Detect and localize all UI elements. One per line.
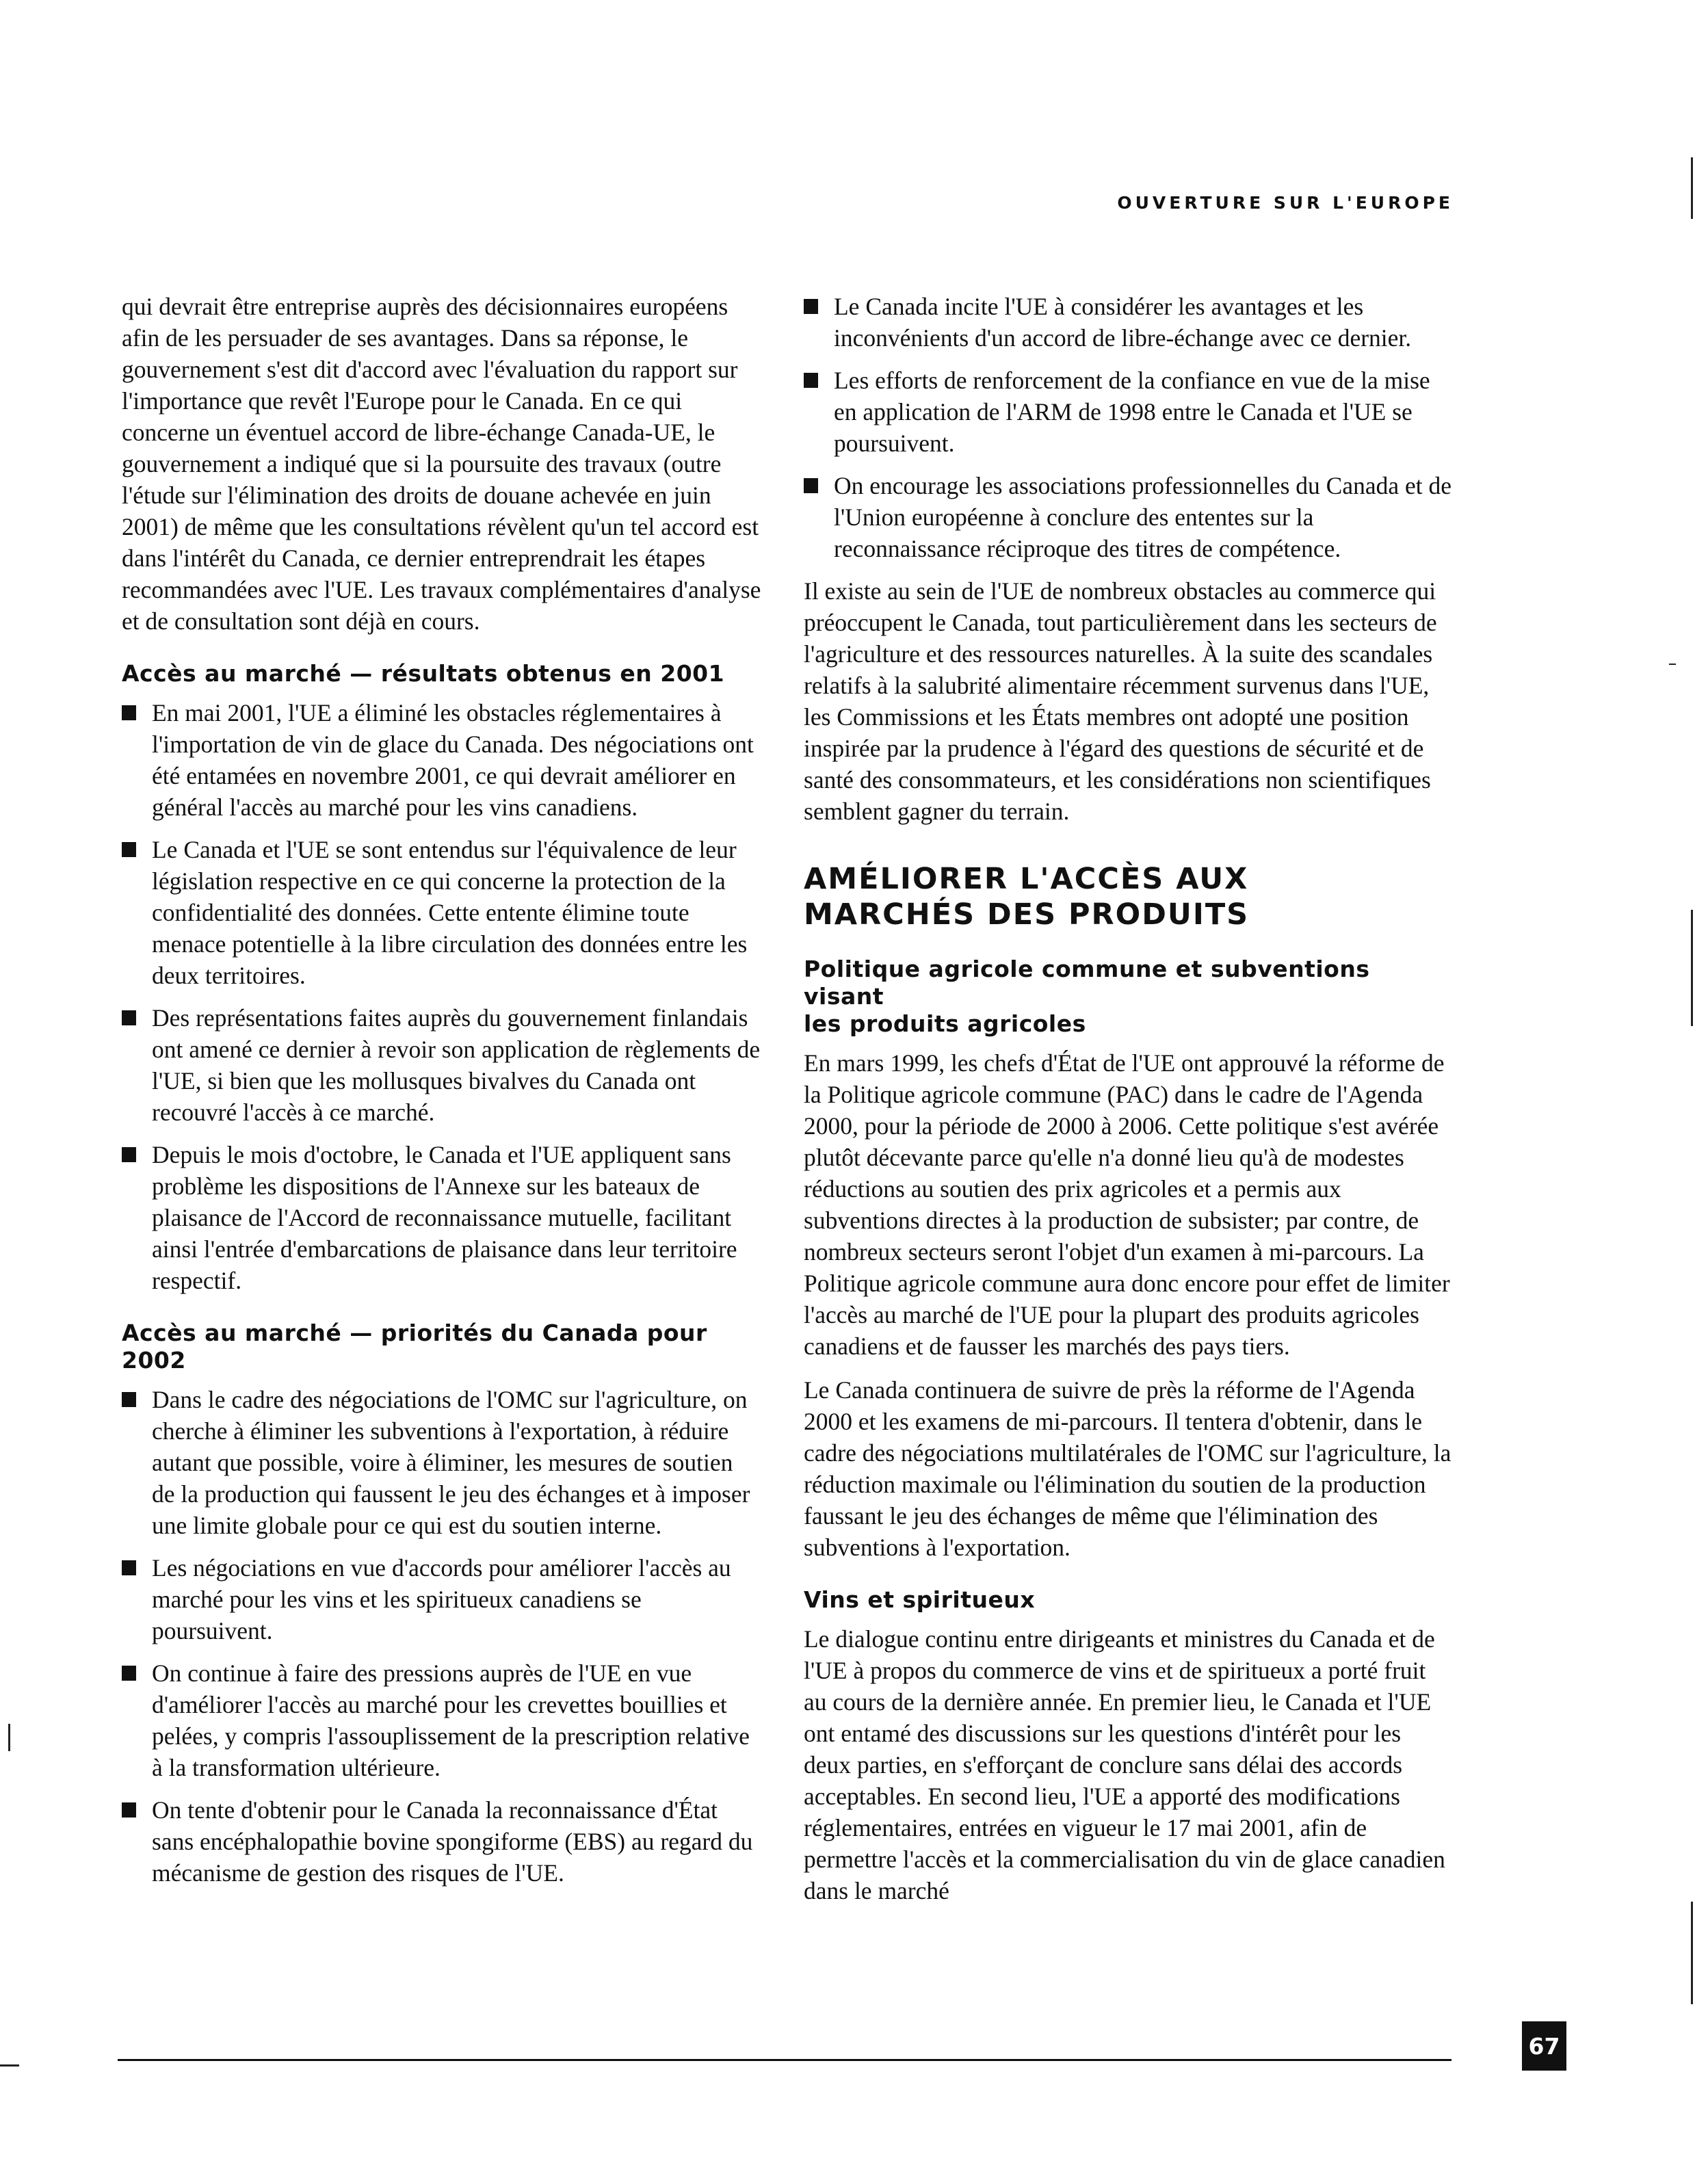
list-item-text: Les efforts de renforcement de la confiance en vue de la mise en application de l'ARM de 1998 entre le Canada et l'UE se poursuivent. <box>834 367 1430 457</box>
running-header: OUVERTURE SUR L'EUROPE <box>1117 193 1454 213</box>
section-title-line-2: MARCHÉS DES PRODUITS <box>804 897 1250 932</box>
square-bullet-icon <box>804 373 818 388</box>
scan-edge-mark <box>1669 664 1676 665</box>
priorities-2002-list <box>122 1384 761 1889</box>
list-item-text: Des représentations faites auprès du gouvernement finlandais ont amené ce dernier à revoir son application de règlements de l'UE, si bien que les mollusques bivalves du Canada ont recouvré l'accès à ce marché. <box>152 1004 761 1126</box>
square-bullet-icon <box>804 478 818 493</box>
footer-rule <box>118 2059 1451 2061</box>
list-item-text: Le Canada et l'UE se sont entendus sur l'équivalence de leur législation respective en ce qui concerne la protection de la confidentialité des données. Cette entente élimine toute menace potentielle à la libre circulation des données entre les deux territoires. <box>152 836 748 989</box>
list-item-text: On tente d'obtenir pour le Canada la reconnaissance d'État sans encéphalopathie bovine spongiforme (EBS) au regard du mécanisme de gestion des risques de l'UE. <box>152 1796 753 1887</box>
heading-cap-line-2: les produits agricoles <box>804 1010 1086 1037</box>
square-bullet-icon <box>122 1392 136 1407</box>
results-2001-list <box>122 697 761 1296</box>
scan-edge-mark <box>1691 157 1693 219</box>
list-item <box>804 365 1454 459</box>
list-item <box>122 1794 761 1889</box>
list-item <box>122 1384 761 1541</box>
square-bullet-icon <box>122 842 136 857</box>
page-number: 67 <box>1522 2021 1566 2071</box>
wines-spirits-paragraph: Le dialogue continu entre dirigeants et ministres du Canada et de l'UE à propos du commerce de vins et de spiritueux a porté fruit au cours de la dernière année. En premier lieu, le Canada et l'UE ont entamé des discussions sur les questions d'intérêt pour les deux parties, en s'efforçant de conclure sans délai des accords acceptables. En second lieu, l'UE a apporté des modifications réglementaires, entrées en vigueur le 17 mai 2001, afin de permettre l'accès et la commercialisation du vin de glace canadien dans le marché <box>804 1625 1445 1904</box>
heading-market-access-priorities-2002: Accès au marché — priorités du Canada pour 2002 <box>122 1320 707 1374</box>
scan-edge-mark <box>0 2064 19 2066</box>
scan-edge-mark <box>1691 1902 1693 2004</box>
list-item <box>122 1139 761 1296</box>
square-bullet-icon <box>122 1560 136 1575</box>
intro-paragraph: qui devrait être entreprise auprès des décisionnaires européens afin de les persuader de ses avantages. Dans sa réponse, le gouvernement s'est dit d'accord avec l'évaluation du rapport sur l'importance que revêt l'Europe pour le Canada. En ce qui concerne un éventuel accord de libre-échange Canada-UE, le gouvernement a indiqué que si la poursuite des travaux (outre l'étude sur l'élimination des droits de douane achevée en juin 2001) de même que les consultations révèlent qu'un tel accord est dans l'intérêt du Canada, ce dernier entreprendrait les étapes recommandées avec l'UE. Les travaux complémentaires d'analyse et de consultation sont déjà en cours. <box>122 293 761 635</box>
list-item-text: En mai 2001, l'UE a éliminé les obstacles réglementaires à l'importation de vin de glace du Canada. Des négociations ont été entamées en novembre 2001, ce qui devrait améliorer en général l'accès au marché pour les vins canadiens. <box>152 699 754 821</box>
left-column <box>122 291 761 1900</box>
list-item <box>804 470 1454 564</box>
scan-edge-mark <box>1691 910 1693 1026</box>
list-item-text: Le Canada incite l'UE à considérer les avantages et les inconvénients d'un accord de libre-échange avec ce dernier. <box>834 293 1412 352</box>
heading-cap-line-1: Politique agricole commune et subventions visant <box>804 956 1370 1010</box>
section-title-line-1: AMÉLIORER L'ACCÈS AUX <box>804 862 1249 896</box>
list-item <box>804 291 1454 354</box>
cap-paragraph-1: En mars 1999, les chefs d'État de l'UE ont approuvé la réforme de la Politique agricole commune (PAC) dans le cadre de l'Agenda 2000, pour la période de 2000 à 2006. Cette politique s'est avérée plutôt décevante parce qu'elle n'a donné lieu qu'à de modestes réductions au soutien des prix agricoles et a permis aux subventions directes à la production de subsister; par contre, de nombreux secteurs seront l'objet d'un examen à mi-parcours. La Politique agricole commune aura donc encore pour effet de limiter l'accès au marché de l'UE pour la plupart des produits agricoles canadiens et de fausser les marchés des pays tiers. <box>804 1049 1450 1360</box>
obstacles-paragraph: Il existe au sein de l'UE de nombreux obstacles au commerce qui préoccupent le Canada, tout particulièrement dans les secteurs de l'agriculture et des ressources naturelles. À la suite des scandales relatifs à la salubrité alimentaire récemment survenus dans l'UE, les Commissions et les États membres ont adopté une position inspirée par la prudence à l'égard des questions de sécurité et de santé des consommateurs, et les considérations non scientifiques semblent gagner du terrain. <box>804 577 1437 825</box>
square-bullet-icon <box>122 1802 136 1818</box>
list-item <box>122 834 761 991</box>
list-item <box>122 1552 761 1646</box>
list-item-text: On continue à faire des pressions auprès de l'UE en vue d'améliorer l'accès au marché pour les crevettes bouillies et pelées, y compris l'assouplissement de la prescription relative à la transformation ultérieure. <box>152 1659 750 1781</box>
right-column <box>804 291 1454 1919</box>
cap-paragraph-2: Le Canada continuera de suivre de près la réforme de l'Agenda 2000 et les examens de mi-parcours. Il tentera d'obtenir, dans le cadre des négociations multilatérales de l'OMC sur l'agriculture, la réduction maximale ou l'élimination du soutien de la production faussant le jeu des échanges de même que l'élimination des subventions à l'exportation. <box>804 1376 1451 1561</box>
list-item-text: Les négociations en vue d'accords pour améliorer l'accès au marché pour les vins et les spiritueux canadiens se poursuivent. <box>152 1554 731 1644</box>
square-bullet-icon <box>122 1666 136 1681</box>
section-title <box>804 861 1454 932</box>
square-bullet-icon <box>122 1147 136 1162</box>
heading-wines-spirits: Vins et spiritueux <box>804 1586 1036 1613</box>
square-bullet-icon <box>122 1010 136 1025</box>
list-item-text: Dans le cadre des négociations de l'OMC sur l'agriculture, on cherche à éliminer les subventions à l'exportation, à réduire autant que possible, voire à éliminer, les mesures de soutien de la production qui faussent le jeu des échanges et à imposer une limite globale pour ce qui est du soutien interne. <box>152 1386 750 1539</box>
list-item <box>122 697 761 823</box>
priorities-2002-list-continued <box>804 291 1454 564</box>
scan-edge-mark <box>8 1724 10 1751</box>
square-bullet-icon <box>122 705 136 720</box>
square-bullet-icon <box>804 299 818 314</box>
heading-cap-subsidies <box>804 956 1454 1038</box>
heading-market-access-results-2001: Accès au marché — résultats obtenus en 2001 <box>122 660 725 687</box>
list-item <box>122 1002 761 1128</box>
list-item <box>122 1657 761 1783</box>
list-item-text: On encourage les associations professionnelles du Canada et de l'Union européenne à conclure des ententes sur la reconnaissance réciproque des titres de compétence. <box>834 472 1451 562</box>
list-item-text: Depuis le mois d'octobre, le Canada et l'UE appliquent sans problème les dispositions de l'Annexe sur les bateaux de plaisance de l'Accord de reconnaissance mutuelle, facilitant ainsi l'entrée d'embarcations de plaisance dans leur territoire respectif. <box>152 1141 737 1294</box>
